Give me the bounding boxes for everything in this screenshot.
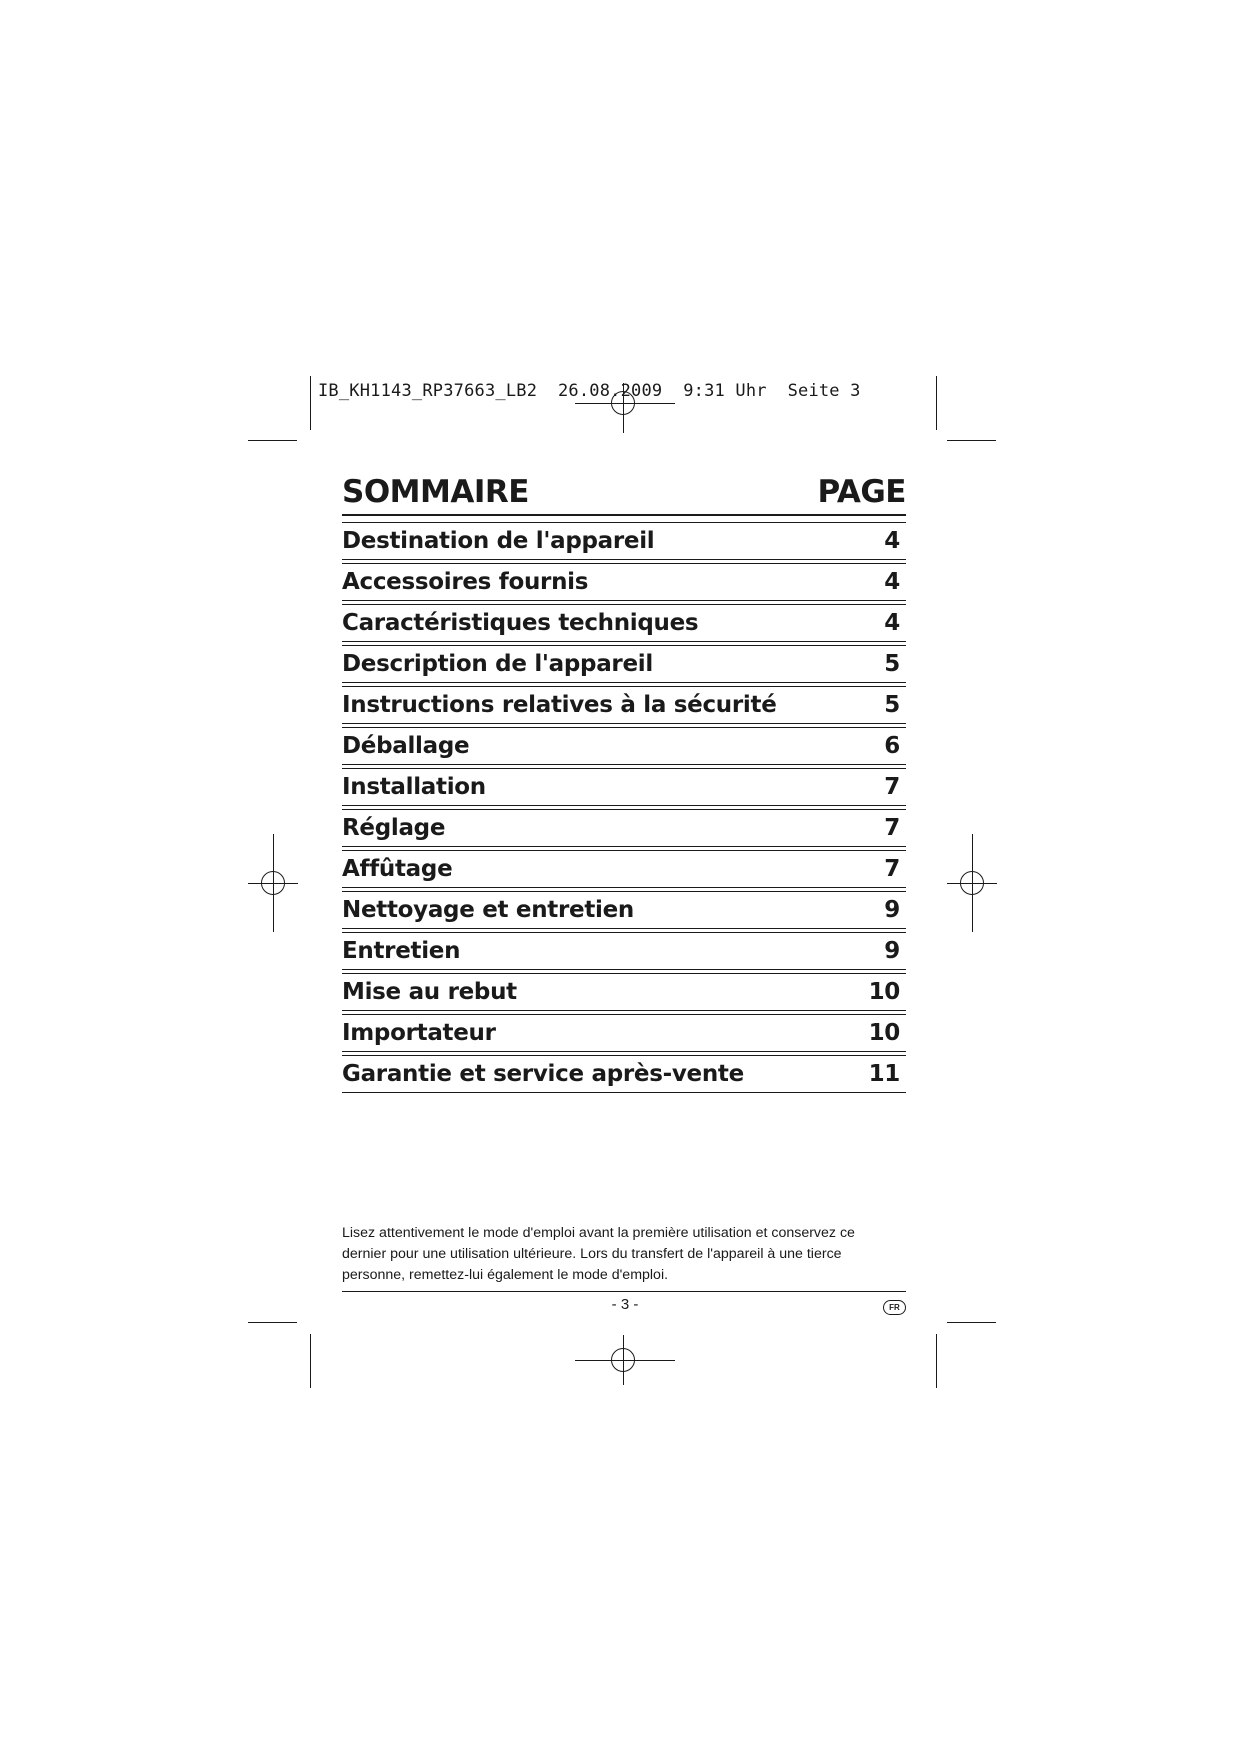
- toc-entry-page: 7: [884, 815, 900, 841]
- toc-entry: [342, 932, 906, 970]
- toc-entry: [342, 1055, 906, 1093]
- toc-entry: [342, 522, 906, 560]
- language-badge: FR: [883, 1300, 906, 1315]
- toc-entry-page: 4: [884, 610, 900, 636]
- toc-entry-label: Accessoires fournis: [342, 569, 589, 595]
- toc-entries: [342, 522, 906, 1093]
- toc-entry: [342, 809, 906, 847]
- toc-entry-page: 7: [884, 856, 900, 882]
- toc-entry-label: Mise au rebut: [342, 979, 517, 1005]
- toc-entry: [342, 1014, 906, 1052]
- toc-page-header: PAGE: [817, 474, 906, 510]
- toc-entry-page: 9: [884, 938, 900, 964]
- toc-entry-label: Entretien: [342, 938, 461, 964]
- crop-mark-bottom-left-vertical: [310, 1334, 311, 1388]
- toc-entry-label: Garantie et service après-vente: [342, 1061, 744, 1087]
- toc-entry: [342, 604, 906, 642]
- toc-entry-page: 9: [884, 897, 900, 923]
- toc-entry-page: 11: [868, 1061, 900, 1087]
- toc-entry: [342, 850, 906, 888]
- footer-rule: [342, 1291, 906, 1292]
- toc-entry: [342, 891, 906, 929]
- crop-mark-top-left-vertical: [310, 376, 311, 430]
- toc-entry-page: 5: [884, 651, 900, 677]
- usage-note: Lisez attentivement le mode d'emploi avant la première utilisation et conservez ce dernier pour une utilisation ultérieure. Lors du transfert de l'appareil à une tierce personne, remettez-lui également le mode d'emploi.: [342, 1225, 855, 1283]
- toc-entry-label: Destination de l'appareil: [342, 528, 655, 554]
- toc-entry: [342, 645, 906, 683]
- toc-entry-label: Déballage: [342, 733, 470, 759]
- toc-entry-page: 5: [884, 692, 900, 718]
- toc-entry-label: Importateur: [342, 1020, 496, 1046]
- toc-entry-label: Nettoyage et entretien: [342, 897, 634, 923]
- toc-entry: [342, 727, 906, 765]
- toc-entry-label: Caractéristiques techniques: [342, 610, 699, 636]
- print-slug: IB_KH1143_RP37663_LB2 26.08.2009 9:31 Uhr Seite 3: [318, 381, 861, 401]
- toc-entry: [342, 563, 906, 601]
- toc-entry-page: 4: [884, 528, 900, 554]
- toc-header: [342, 470, 906, 516]
- toc-entry: [342, 973, 906, 1011]
- crop-mark-bottom-right-horizontal: [947, 1322, 996, 1323]
- toc-entry-label: Réglage: [342, 815, 446, 841]
- crop-mark-bottom-left-horizontal: [248, 1322, 297, 1323]
- toc-entry-page: 4: [884, 569, 900, 595]
- toc-entry-page: 7: [884, 774, 900, 800]
- page-number: - 3 -: [611, 1296, 639, 1313]
- toc-entry-label: Affûtage: [342, 856, 453, 882]
- toc-entry-label: Installation: [342, 774, 486, 800]
- crop-mark-top-right-horizontal: [947, 440, 996, 441]
- toc-title: SOMMAIRE: [342, 474, 529, 510]
- toc-entry-label: Instructions relatives à la sécurité: [342, 692, 777, 718]
- toc-entry: [342, 686, 906, 724]
- toc-entry: [342, 768, 906, 806]
- toc-entry-page: 10: [868, 979, 900, 1005]
- toc-entry-page: 6: [884, 733, 900, 759]
- crop-mark-top-left-horizontal: [248, 440, 297, 441]
- table-of-contents: [342, 470, 906, 1093]
- crop-mark-top-right-vertical: [936, 376, 937, 430]
- toc-entry-page: 10: [868, 1020, 900, 1046]
- crop-mark-bottom-right-vertical: [936, 1334, 937, 1388]
- toc-entry-label: Description de l'appareil: [342, 651, 653, 677]
